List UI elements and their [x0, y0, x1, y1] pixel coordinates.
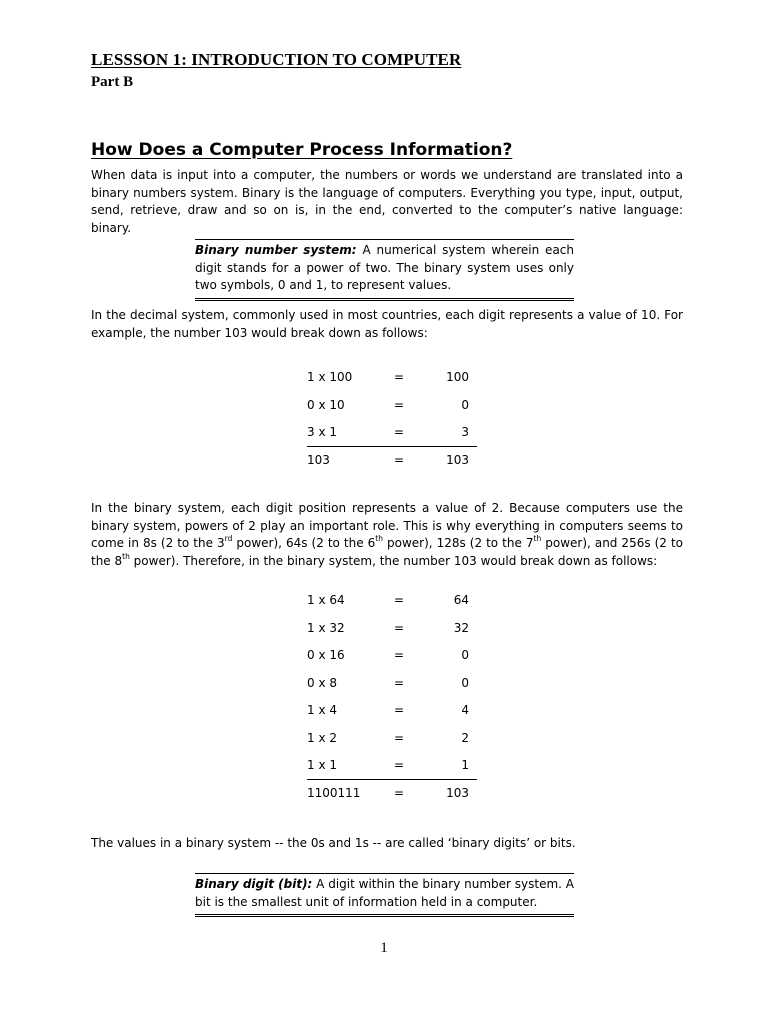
breakdown-row	[307, 676, 477, 703]
breakdown-row	[307, 648, 477, 675]
breakdown-row	[307, 703, 477, 730]
page-number: 1	[380, 940, 388, 956]
breakdown-row	[307, 398, 477, 425]
binary-paragraph-text: power), 64s (2 to the 6	[232, 536, 376, 550]
value-cell: 100	[446, 370, 469, 384]
value-cell: 2	[461, 730, 469, 745]
section-heading: How Does a Computer Process Information?	[91, 140, 513, 160]
equals-cell: =	[394, 703, 405, 717]
value-cell: 103	[446, 452, 469, 467]
total-row	[307, 786, 477, 813]
value-cell: 32	[453, 620, 469, 635]
superscript: th	[533, 534, 542, 543]
term-cell: 103	[307, 452, 330, 467]
term-cell: 1 x 2	[307, 730, 337, 745]
definition-text: A digit within the binary number system. A bit is the smallest unit of information held in a computer.	[195, 877, 574, 909]
equals-cell: =	[394, 452, 405, 467]
definition-term: Binary number system:	[195, 243, 357, 257]
equals-cell: =	[394, 648, 405, 662]
term-cell: 0 x 8	[307, 675, 337, 690]
value-cell: 3	[461, 425, 469, 439]
definition-box-binary-system	[195, 239, 574, 301]
decimal-breakdown-table	[307, 370, 477, 480]
superscript: th	[122, 551, 130, 561]
decimal-paragraph: In the decimal system, commonly used in most countries, each digit represents a value of 10. For example, the number 103 would break down as follows:	[91, 308, 683, 340]
breakdown-row	[307, 621, 477, 648]
term-cell: 1100111	[307, 785, 361, 800]
binary-paragraph-text: power), and 256s (2 to the 8	[91, 536, 683, 568]
bits-paragraph: The values in a binary system -- the 0s and 1s -- are called ‘binary digits’ or bits.	[91, 836, 576, 850]
value-cell: 4	[461, 703, 469, 717]
term-cell: 1 x 4	[307, 703, 337, 717]
definition-box-bit	[195, 873, 574, 917]
value-cell: 1	[461, 758, 469, 772]
value-cell: 64	[453, 593, 469, 607]
superscript: rd	[224, 534, 233, 543]
superscript: th	[375, 534, 383, 543]
term-cell: 1 x 32	[307, 620, 345, 635]
breakdown-row	[307, 593, 477, 620]
term-cell: 0 x 10	[307, 397, 345, 412]
binary-paragraph	[91, 500, 683, 570]
total-row	[307, 453, 477, 480]
intro-paragraph: When data is input into a computer, the numbers or words we understand are translated into a binary numbers system. Binary is the language of computers. Everything you type, input, output, send, retrieve, draw and so on is, in the end, converted to the computer’s native language: binary.	[91, 168, 683, 235]
term-cell: 3 x 1	[307, 425, 337, 439]
equals-cell: =	[394, 397, 405, 412]
breakdown-row	[307, 370, 477, 397]
binary-paragraph-text: In the binary system, each digit position represents a value of 2. Because computers use the binary system, powers of 2 play an important role. This is why everything in computers seems to come in 8s (2 to the 3	[91, 501, 683, 550]
definition-term: Binary digit (bit):	[195, 877, 313, 891]
equals-cell: =	[394, 758, 405, 772]
term-cell: 1 x 1	[307, 758, 337, 772]
value-cell: 0	[461, 675, 469, 690]
term-cell: 1 x 100	[307, 370, 353, 384]
binary-breakdown-table	[307, 593, 477, 813]
sum-rule	[307, 446, 477, 447]
definition-text: A numerical system wherein each digit stands for a power of two. The binary system uses only two symbols, 0 and 1, to represent values.	[195, 243, 574, 292]
breakdown-row	[307, 731, 477, 758]
value-cell: 0	[461, 397, 469, 412]
binary-paragraph-text: power), 128s (2 to the 7	[382, 536, 534, 550]
breakdown-row	[307, 425, 477, 452]
equals-cell: =	[394, 675, 405, 690]
equals-cell: =	[394, 593, 405, 607]
sum-rule	[307, 779, 477, 780]
breakdown-row	[307, 758, 477, 785]
equals-cell: =	[394, 370, 405, 384]
equals-cell: =	[394, 730, 405, 745]
value-cell: 0	[461, 648, 469, 662]
equals-cell: =	[394, 425, 405, 439]
equals-cell: =	[394, 620, 405, 635]
binary-paragraph-text: power). Therefore, in the binary system, the number 103 would break down as follows:	[129, 553, 658, 568]
part-title: Part B	[91, 74, 134, 90]
term-cell: 1 x 64	[307, 593, 345, 607]
value-cell: 103	[446, 785, 469, 800]
equals-cell: =	[394, 785, 405, 800]
term-cell: 0 x 16	[307, 648, 345, 662]
lesson-title: LESSSON 1: INTRODUCTION TO COMPUTER	[91, 50, 462, 69]
